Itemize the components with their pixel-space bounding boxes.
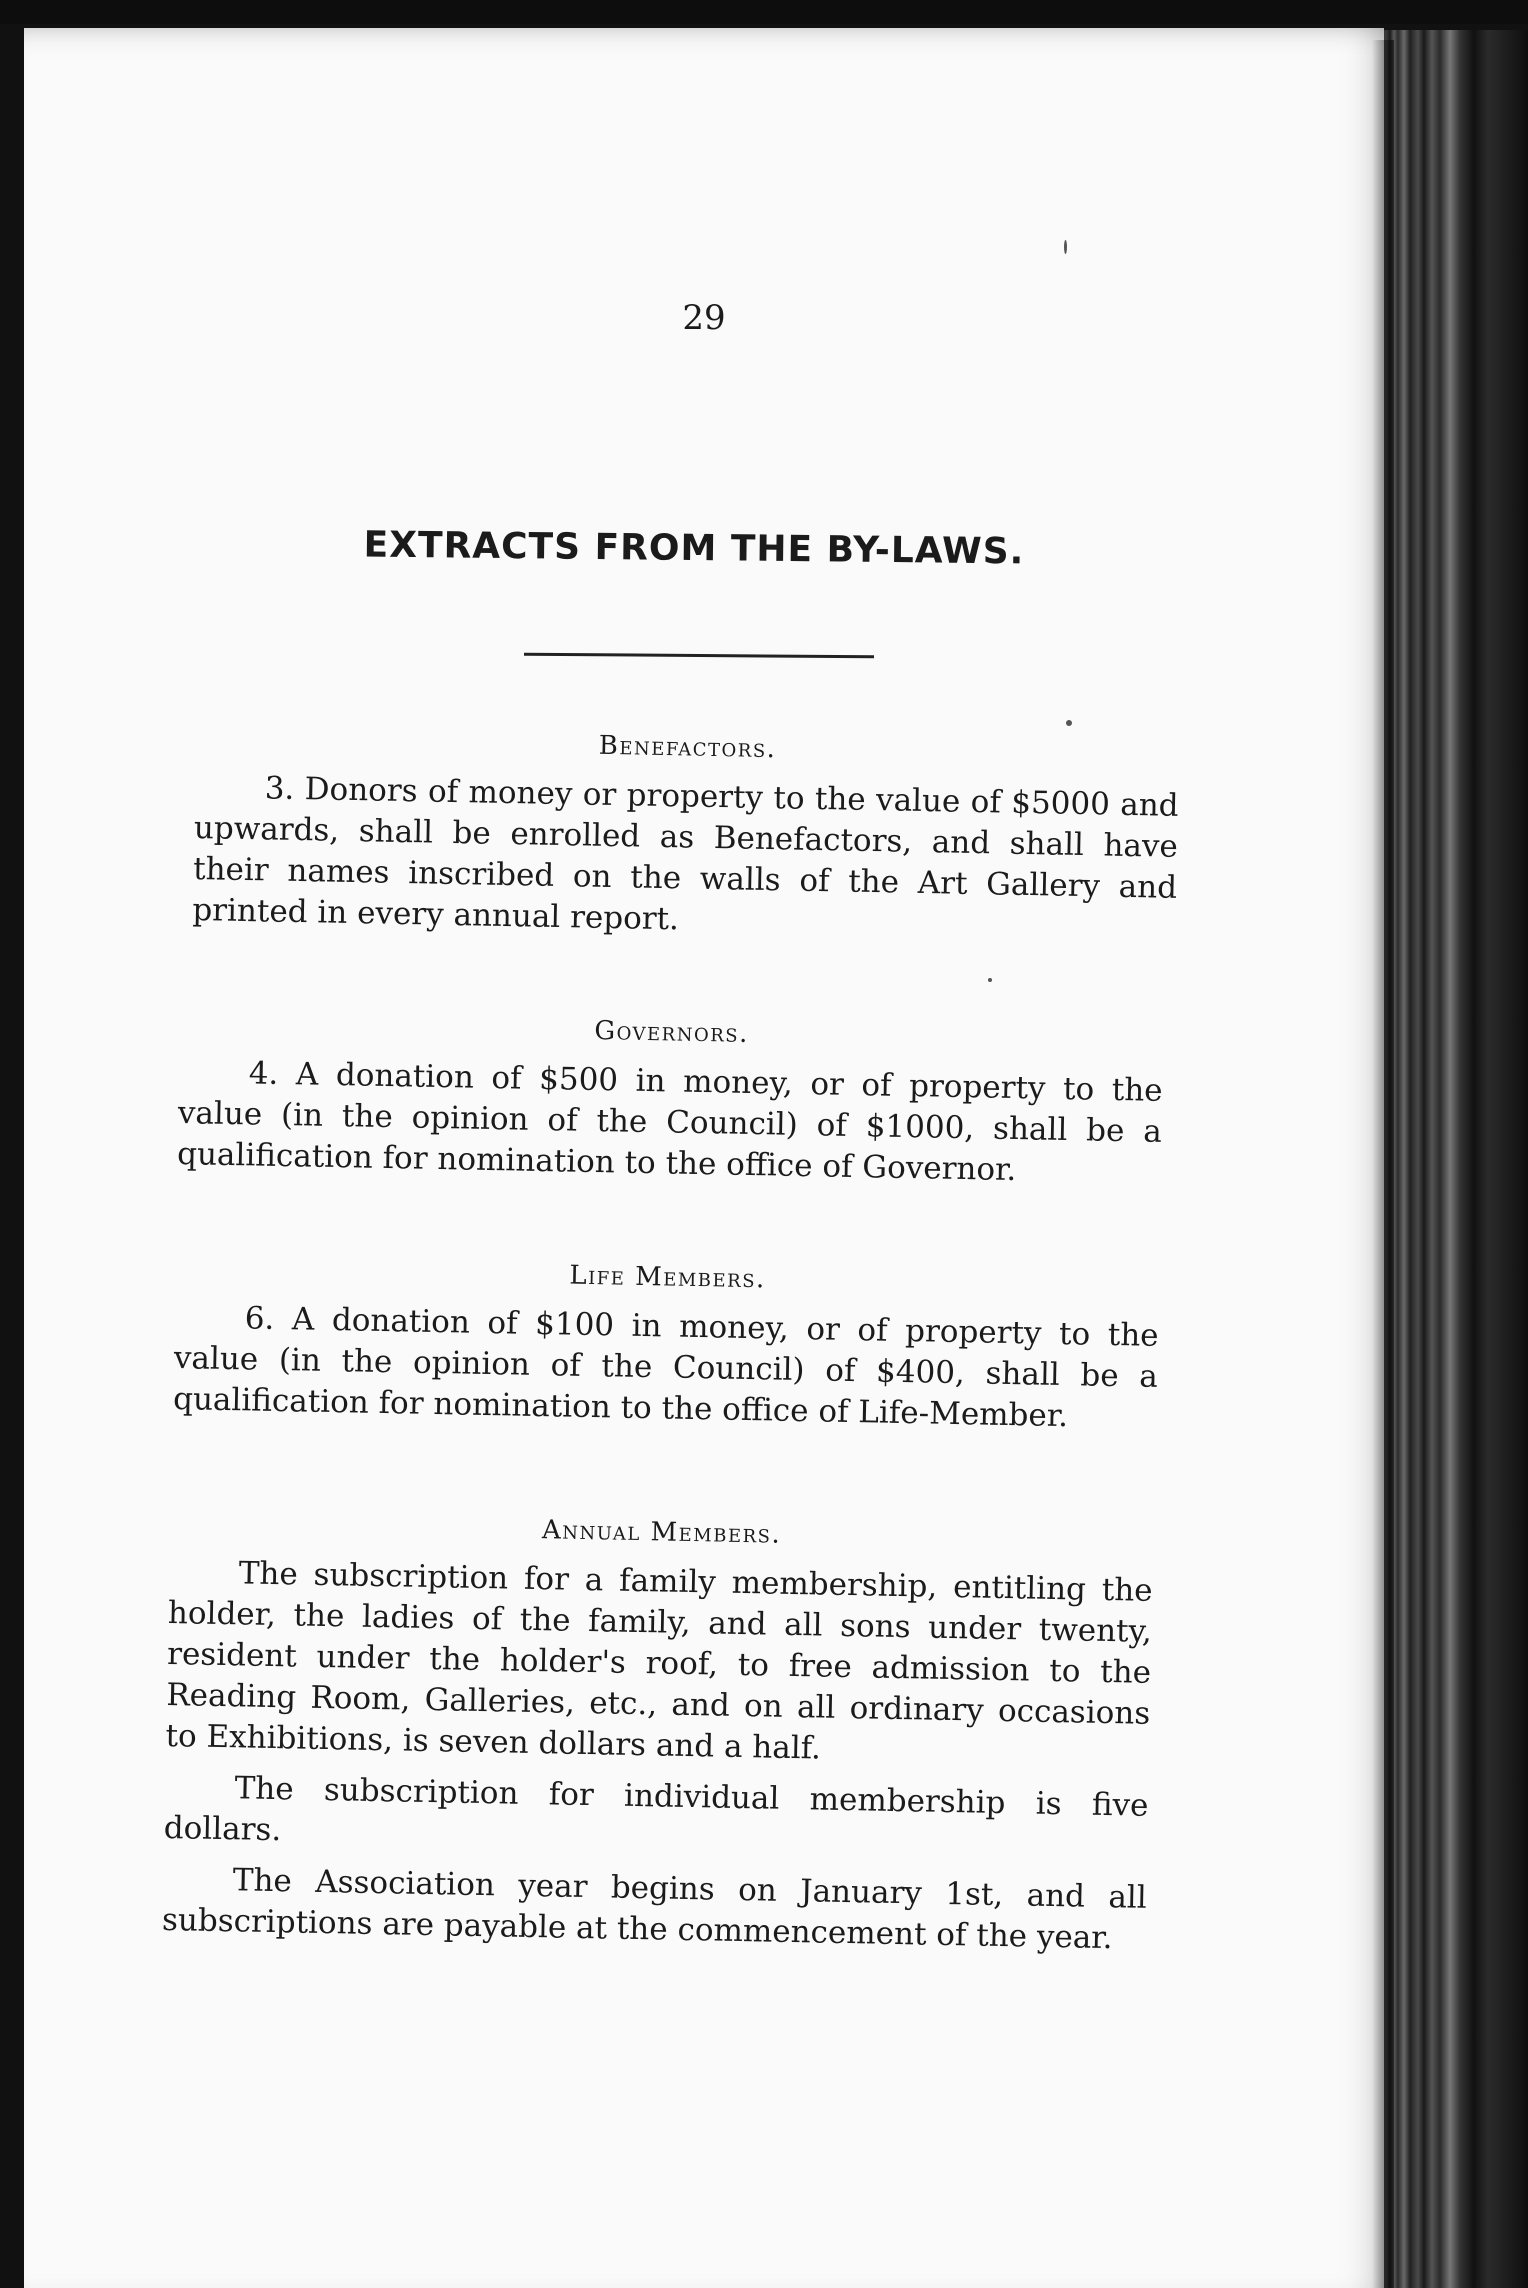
title-divider bbox=[524, 653, 874, 658]
section-paragraph: The Association year begins on January 1st, and all subscriptions are payable at the commencement of the year. bbox=[161, 1862, 1148, 1957]
scan-speck bbox=[1066, 720, 1072, 726]
page-number: 29 bbox=[682, 298, 726, 338]
section-life-members bbox=[173, 1253, 1160, 1439]
section-paragraph: 6. A donation of $100 in money, or of property to the value (in the opinion of the Council) of $400, shall be a qualification for nomination to the office of Life-Member. bbox=[172, 1300, 1159, 1435]
section-annual-members bbox=[162, 1508, 1154, 1960]
scan-speck bbox=[988, 978, 992, 982]
section-heading: Benefactors. bbox=[598, 730, 777, 765]
section-paragraph: 4. A donation of $500 in money, or of property to the value (in the opinion of the Council) of $1000, shall be a qualification for nomination to the office of Governor. bbox=[176, 1055, 1163, 1189]
section-benefactors bbox=[192, 723, 1180, 950]
section-paragraph: The subscription for individual membership is five dollars. bbox=[163, 1770, 1149, 1849]
book-page-edges bbox=[1380, 30, 1528, 2288]
section-paragraph: The subscription for a family membership, entitling the holder, the ladies of the family, and all sons under twenty, resident under the holder's roof, to free admission to the Reading Room, Galleries, etc., and on all ordinary occasions to Exhibitions, is seven dollars and a half. bbox=[165, 1555, 1153, 1767]
section-paragraph: 3. Donors of money or property to the value of $5000 and upwards, shall be enrolled as Benefactors, and shall have their names inscribed on the walls of the Art Gallery and printed in every annual report. bbox=[192, 770, 1179, 938]
scan-speck bbox=[1064, 240, 1067, 254]
page-gutter-shadow bbox=[1372, 40, 1394, 2288]
section-heading: Annual Members. bbox=[541, 1515, 782, 1550]
section-heading: Life Members. bbox=[569, 1260, 767, 1295]
section-heading: Governors. bbox=[594, 1015, 750, 1049]
section-governors bbox=[177, 1008, 1164, 1194]
book-page bbox=[24, 28, 1384, 2288]
scan-border-top bbox=[0, 0, 1528, 24]
page-title: EXTRACTS FROM THE BY-LAWS. bbox=[363, 524, 1025, 573]
